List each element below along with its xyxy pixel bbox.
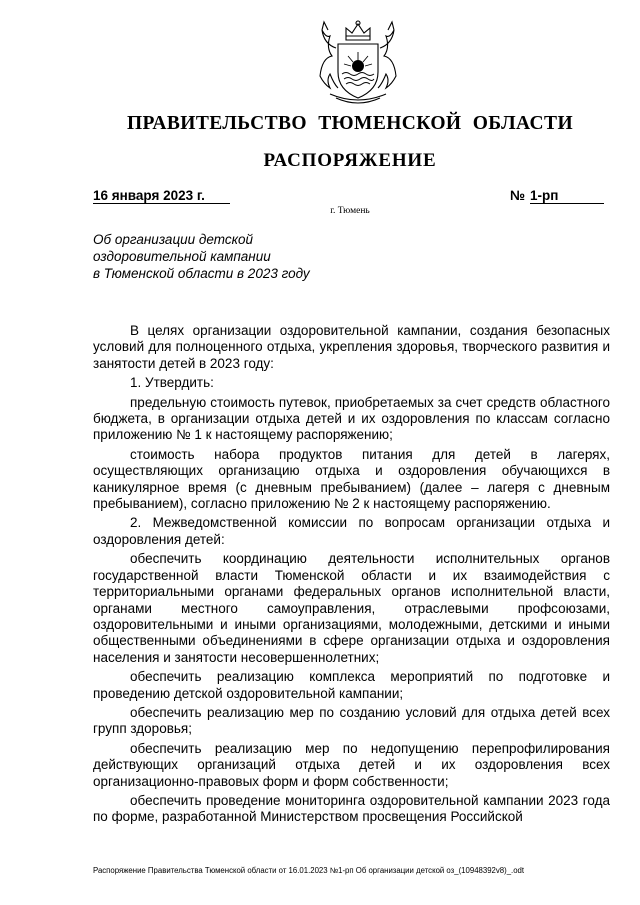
paragraph: стоимость набора продуктов питания для детей в лагерях, осуществляющих организацию отдыха и оздоровления обучающихся в каникулярное время (с дневным пребыванием) (далее – лагеря с дневным пребыванием), согласно приложению № 2 к настоящему распоряжению. xyxy=(93,446,610,512)
subject-line: в Тюменской области в 2023 году xyxy=(93,266,310,281)
subject-line: Об организации детской xyxy=(93,232,253,247)
paragraph: 2. Межведомственной комиссии по вопросам организации отдыха и оздоровления детей: xyxy=(93,515,610,547)
tyumen-region-coat-of-arms-icon xyxy=(316,18,400,104)
paragraph: обеспечить проведение мониторинга оздоровительной кампании 2023 года по форме, разработанной Министерством просвещения Российской xyxy=(93,792,610,825)
paragraph: В целях организации оздоровительной кампании, создания безопасных условий для полноценного отдыха, укрепления здоровья, творческого развития и занятости детей в 2023 году: xyxy=(93,323,610,371)
document-subject xyxy=(93,231,310,282)
paragraph: предельную стоимость путевок, приобретаемых за счет средств областного бюджета, в организации отдыха детей и их оздоровления по классам согласно приложению № 1 к настоящему распоряжению; xyxy=(93,394,610,443)
number-label: № xyxy=(510,188,526,203)
document-date: 16 января 2023 г. xyxy=(93,188,230,204)
page-footer: Распоряжение Правительства Тюменской области от 16.01.2023 №1-рп Об организации детской оз_(10948392v8)_.odt xyxy=(93,866,525,875)
document-number: 1-рп xyxy=(530,188,604,204)
paragraph: обеспечить реализацию мер по созданию условий для отдыха детей всех групп здоровья; xyxy=(93,704,610,737)
paragraph: обеспечить координацию деятельности исполнительных органов государственной власти Тюменской области и их взаимодействия с территориальными органами федеральных органов исполнительной власти, органами местного самоуправления, отраслевыми профсоюзами, оздоровительными и иными организациями, молодежными, детскими и иными общественными объединениями в сфере организации отдыха и оздоровления населения и занятости несовершеннолетних; xyxy=(93,551,610,665)
government-title: ПРАВИТЕЛЬСТВО ТЮМЕНСКОЙ ОБЛАСТИ xyxy=(126,113,574,134)
document-type: РАСПОРЯЖЕНИЕ xyxy=(263,150,437,171)
paragraph: обеспечить реализацию комплекса мероприятий по подготовке и проведению детской оздоровительной кампании; xyxy=(93,669,610,701)
paragraph: обеспечить реализацию мер по недопущению перепрофилирования действующих организаций отдыха детей и их оздоровления всех организационно-правовых форм и форм собственности; xyxy=(93,740,610,789)
subject-line: оздоровительной кампании xyxy=(93,249,271,264)
document-body xyxy=(93,323,610,829)
city: г. Тюмень xyxy=(330,206,370,216)
paragraph: 1. Утвердить: xyxy=(130,375,214,391)
